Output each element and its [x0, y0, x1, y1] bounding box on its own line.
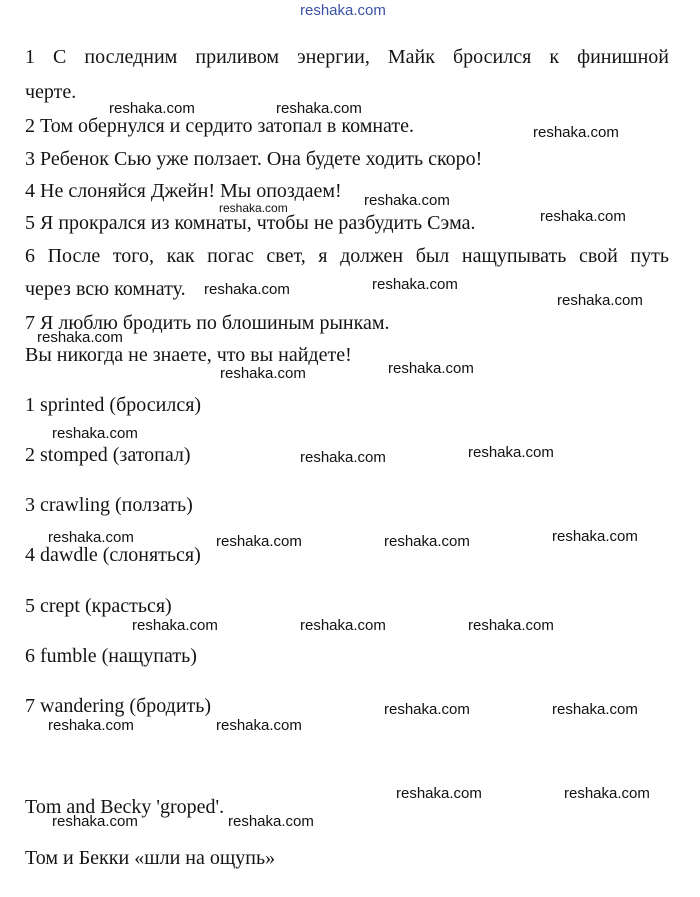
watermark: reshaka.com — [300, 449, 386, 466]
watermark: reshaka.com — [219, 201, 288, 215]
watermark: reshaka.com — [552, 528, 638, 545]
watermark: reshaka.com — [388, 360, 474, 377]
watermark: reshaka.com — [364, 192, 450, 209]
translation-line-5: 5 Я прокрался из комнаты, чтобы не разбудить Сэма. — [25, 212, 476, 234]
vocab-item-5: 5 crept (красться) — [25, 595, 172, 617]
site-watermark-header[interactable]: reshaka.com — [300, 2, 386, 19]
watermark: reshaka.com — [52, 425, 138, 442]
translation-line-6: 6 После того, как погас свет, я должен был нащупывать свой путь — [25, 245, 669, 267]
translation-line-6-cont: через всю комнату. — [25, 278, 186, 300]
watermark: reshaka.com — [300, 617, 386, 634]
watermark: reshaka.com — [533, 124, 619, 141]
watermark: reshaka.com — [468, 444, 554, 461]
translation-line-2: 2 Том обернулся и сердито затопал в комнате. — [25, 115, 415, 137]
watermark: reshaka.com — [384, 533, 470, 550]
translation-line-7: 7 Я люблю бродить по блошиным рынкам. — [25, 312, 390, 334]
watermark: reshaka.com — [228, 813, 314, 830]
watermark: reshaka.com — [557, 292, 643, 309]
watermark: reshaka.com — [468, 617, 554, 634]
translation-line-7-cont: Вы никогда не знаете, что вы найдете! — [25, 344, 352, 366]
watermark: reshaka.com — [216, 533, 302, 550]
watermark: reshaka.com — [396, 785, 482, 802]
extra-russian-line: Том и Бекки «шли на ощупь» — [25, 847, 276, 869]
watermark: reshaka.com — [220, 365, 306, 382]
watermark: reshaka.com — [276, 100, 362, 117]
watermark: reshaka.com — [52, 813, 138, 830]
vocab-item-1: 1 sprinted (бросился) — [25, 394, 202, 416]
translation-line-4: 4 Не слоняйся Джейн! Мы опоздаем! — [25, 180, 342, 202]
watermark: reshaka.com — [132, 617, 218, 634]
watermark: reshaka.com — [552, 701, 638, 718]
watermark: reshaka.com — [204, 281, 290, 298]
watermark: reshaka.com — [37, 329, 123, 346]
watermark: reshaka.com — [372, 276, 458, 293]
watermark: reshaka.com — [216, 717, 302, 734]
extra-english-line: Tom and Becky 'groped'. — [25, 796, 225, 818]
vocab-item-4: 4 dawdle (слоняться) — [25, 544, 201, 566]
vocab-item-3: 3 crawling (ползать) — [25, 494, 193, 516]
vocab-item-2: 2 stomped (затопал) — [25, 444, 191, 466]
watermark: reshaka.com — [48, 529, 134, 546]
vocab-item-7: 7 wandering (бродить) — [25, 695, 212, 717]
vocab-item-6: 6 fumble (нащупать) — [25, 645, 197, 667]
translation-line-1-cont: черте. — [25, 81, 77, 103]
translation-line-1: 1 С последним приливом энергии, Майк бросился к финишной — [25, 46, 669, 68]
watermark: reshaka.com — [109, 100, 195, 117]
watermark: reshaka.com — [384, 701, 470, 718]
watermark: reshaka.com — [564, 785, 650, 802]
watermark: reshaka.com — [48, 717, 134, 734]
translation-line-3: 3 Ребенок Сью уже ползает. Она будете ходить скоро! — [25, 148, 483, 170]
watermark: reshaka.com — [540, 208, 626, 225]
